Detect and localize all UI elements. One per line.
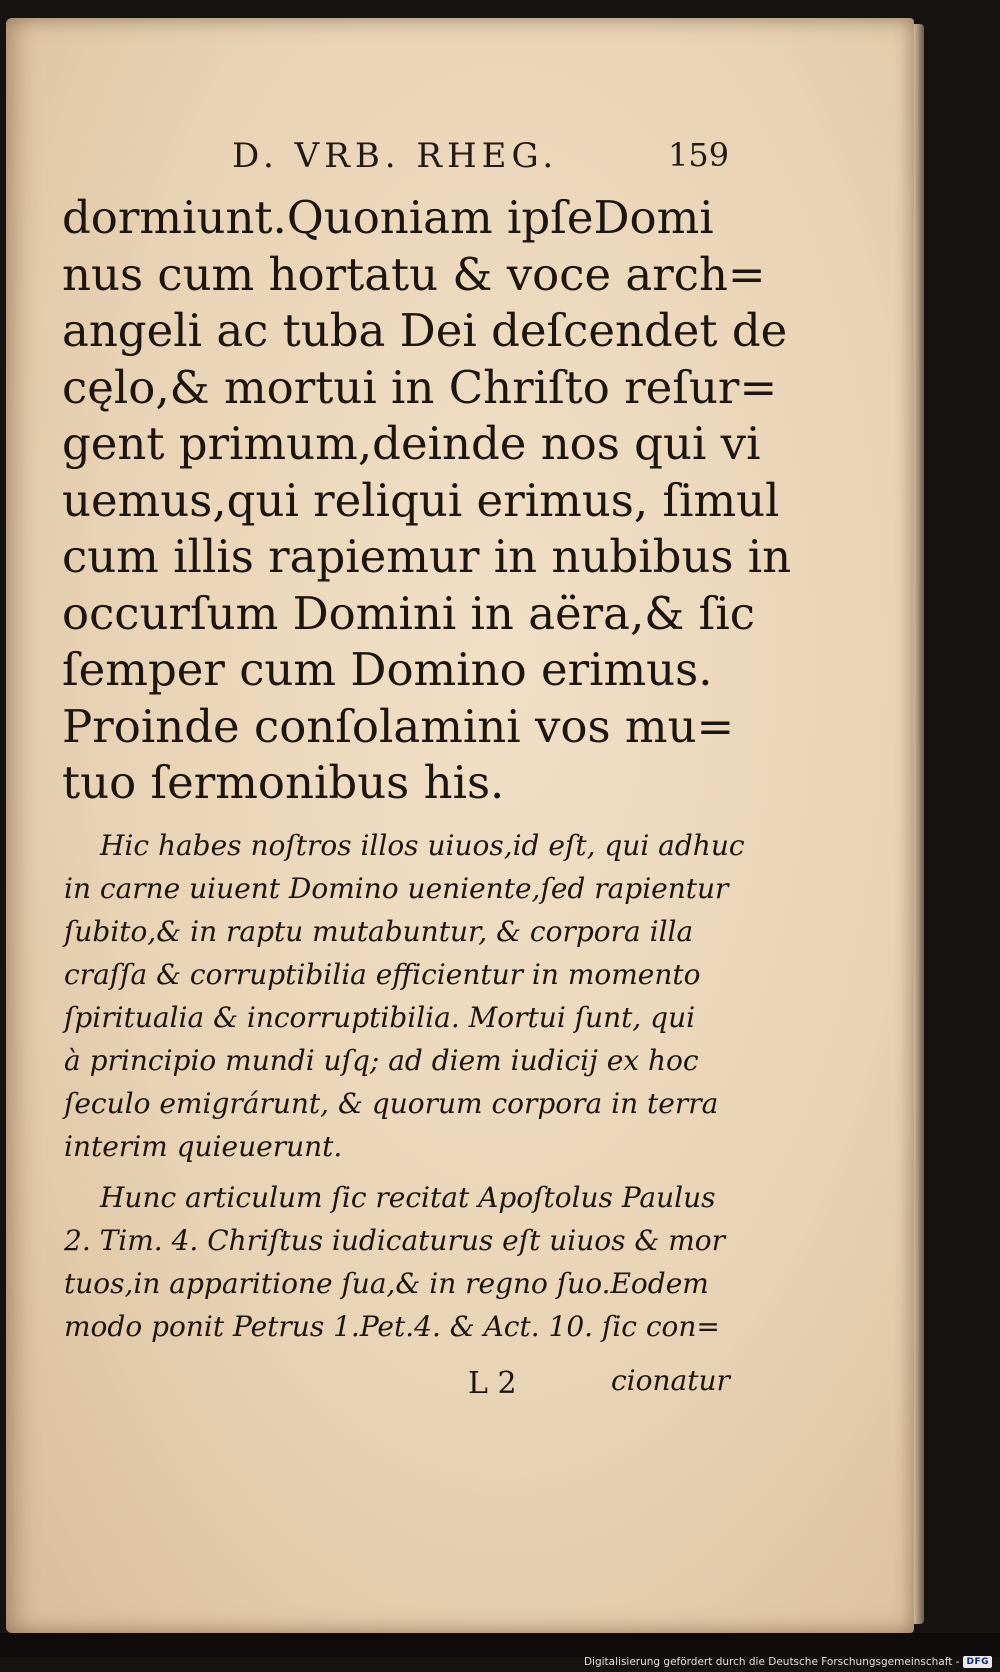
main-text-line: cęlo,& mortui in Chriſto reſur= <box>62 360 778 414</box>
main-text-line: occurſum Domini in aëra,& ſic <box>62 586 755 640</box>
main-text-line: dormiunt.Quoniam ipſeDomi <box>62 191 714 244</box>
main-text-line: Proinde conſolamini vos mu= <box>62 699 735 753</box>
page-edge <box>914 24 924 1624</box>
commentary-block <box>64 824 744 1348</box>
signature-mark: L 2 <box>468 1366 517 1401</box>
main-text-line: cum illis rapiemur in nubibus in <box>62 530 792 583</box>
commentary-line: ſubito,& in raptu mutabuntur, & corpora illa <box>64 915 694 948</box>
running-head: D. VRB. RHEG. <box>232 136 559 176</box>
dfg-logo-icon: DFG <box>963 1656 992 1668</box>
commentary-line: ſpiritualia & incorruptibilia. Mortui ſunt, qui <box>64 1001 696 1034</box>
main-text-line: uemus,qui reliqui erimus, ſimul <box>62 473 780 527</box>
main-text-line: ſemper cum Domino erimus. <box>62 643 713 696</box>
commentary-line: interim quieuerunt. <box>64 1130 343 1163</box>
commentary-line: tuos,in apparitione ſua,& in regno ſuo.Eodem <box>64 1267 709 1300</box>
page-header <box>6 136 914 186</box>
commentary-line: à principio mundi uſq; ad diem iudicij ex hoc <box>64 1044 699 1077</box>
commentary-line: 2. Tim. 4. Chriſtus iudicaturus eſt uiuos & mor <box>64 1224 725 1257</box>
digitization-credit <box>584 1654 992 1670</box>
book-page <box>6 18 914 1633</box>
commentary-line: modo ponit Petrus 1.Pet.4. & Act. 10. ſic con= <box>64 1310 720 1343</box>
main-text-block <box>62 190 792 812</box>
commentary-line: Hic habes noſtros illos uiuos,id eſt, qui adhuc <box>100 829 745 862</box>
commentary-line: Hunc articulum ſic recitat Apoſtolus Paulus <box>100 1181 716 1214</box>
main-text-line: nus cum hortatu & voce arch= <box>62 247 766 301</box>
main-text-line: tuo ſermonibus his. <box>62 756 505 809</box>
commentary-line: craſſa & corruptibilia efficientur in momento <box>64 958 701 991</box>
catchword: cionatur <box>611 1364 730 1397</box>
credit-text: Digitalisierung gefördert durch die Deutsche Forschungsgemeinschaft - <box>583 1656 960 1668</box>
commentary-line: ſeculo emigrárunt, & quorum corpora in terra <box>64 1087 719 1120</box>
main-text-line: angeli ac tuba Dei deſcendet de <box>62 304 788 357</box>
main-text-line: gent primum,deinde nos qui vi <box>62 417 761 470</box>
folio-number: 159 <box>668 136 730 174</box>
commentary-line: in carne uiuent Domino ueniente,ſed rapientur <box>64 872 729 905</box>
